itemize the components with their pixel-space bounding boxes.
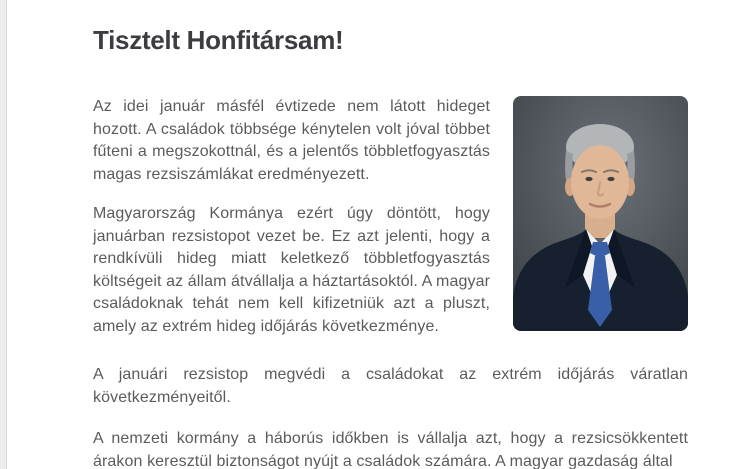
portrait-photo bbox=[513, 96, 688, 331]
two-column-section bbox=[93, 96, 688, 338]
letter-body-column bbox=[93, 96, 490, 338]
letter-title: Tisztelt Honfitársam! bbox=[93, 25, 344, 55]
eye-left bbox=[585, 177, 592, 181]
letter-paragraph-4: A nemzeti kormány a háborús időkben is vállalja azt, hogy a rezsicsökkentett árakon keresztül biztonságot nyújt a családok számára. A magyar gazdaság által bbox=[93, 430, 688, 469]
page-edge-strip bbox=[0, 0, 7, 469]
eye-right bbox=[607, 177, 614, 181]
letter-paragraph-3: A januári rezsistop megvédi a családokat az extrém időjárás váratlan következményeitől. bbox=[93, 366, 688, 406]
letter-paragraph-1: Az idei január másfél évtizede nem látott hideget hozott. A családok többsége kénytelen volt jóval többet fűteni a megszokottnál, és a jelentős többletfogyasztás magas rezsiszámlákat eredményezett. bbox=[93, 98, 490, 183]
letter-paragraph-2: Magyarország Kormánya ezért úgy döntött, hogy januárban rezsistopot vezet be. Ez azt jelenti, hogy a rendkívüli hideg miatt keletkező többletfogyasztás költségeit az állam átvállalja a háztartásoktól. A magyar családoknak tehát nem kell kifizetniük azt a pluszt, amely az extrém hideg időjárás következménye. bbox=[93, 205, 491, 335]
letter-content bbox=[93, 0, 688, 469]
portrait-photo-illustration bbox=[513, 96, 688, 331]
